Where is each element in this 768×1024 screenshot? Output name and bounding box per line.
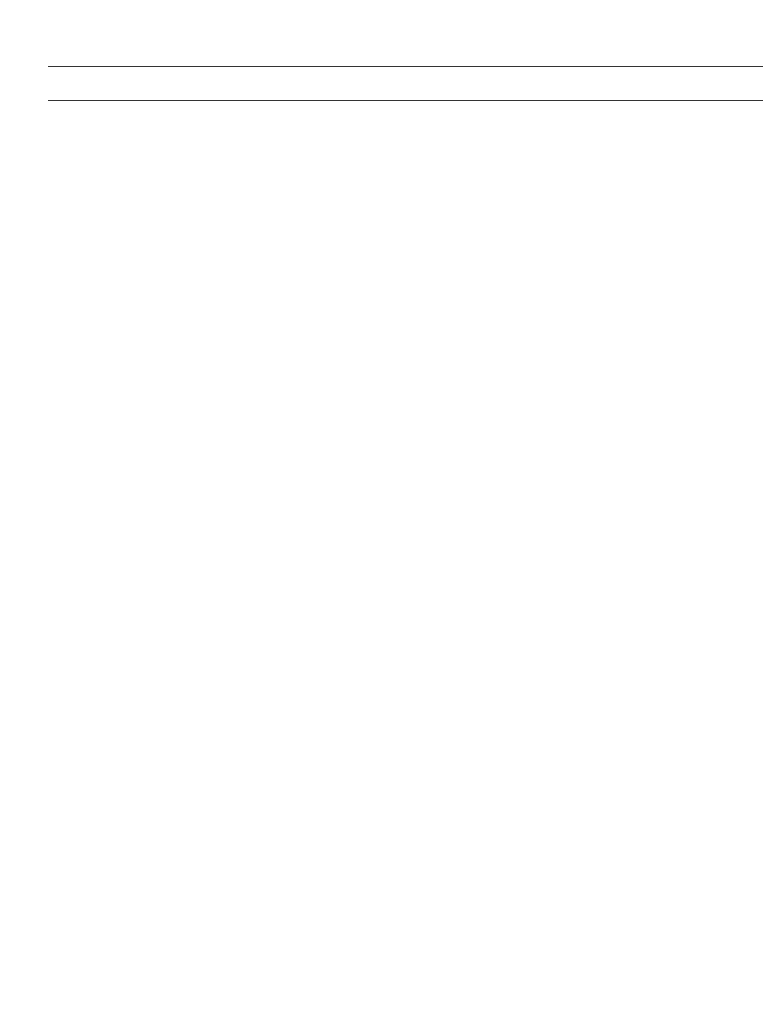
table-caption (48, 44, 60, 55)
top-rule (48, 66, 763, 67)
header-rule (48, 100, 763, 101)
